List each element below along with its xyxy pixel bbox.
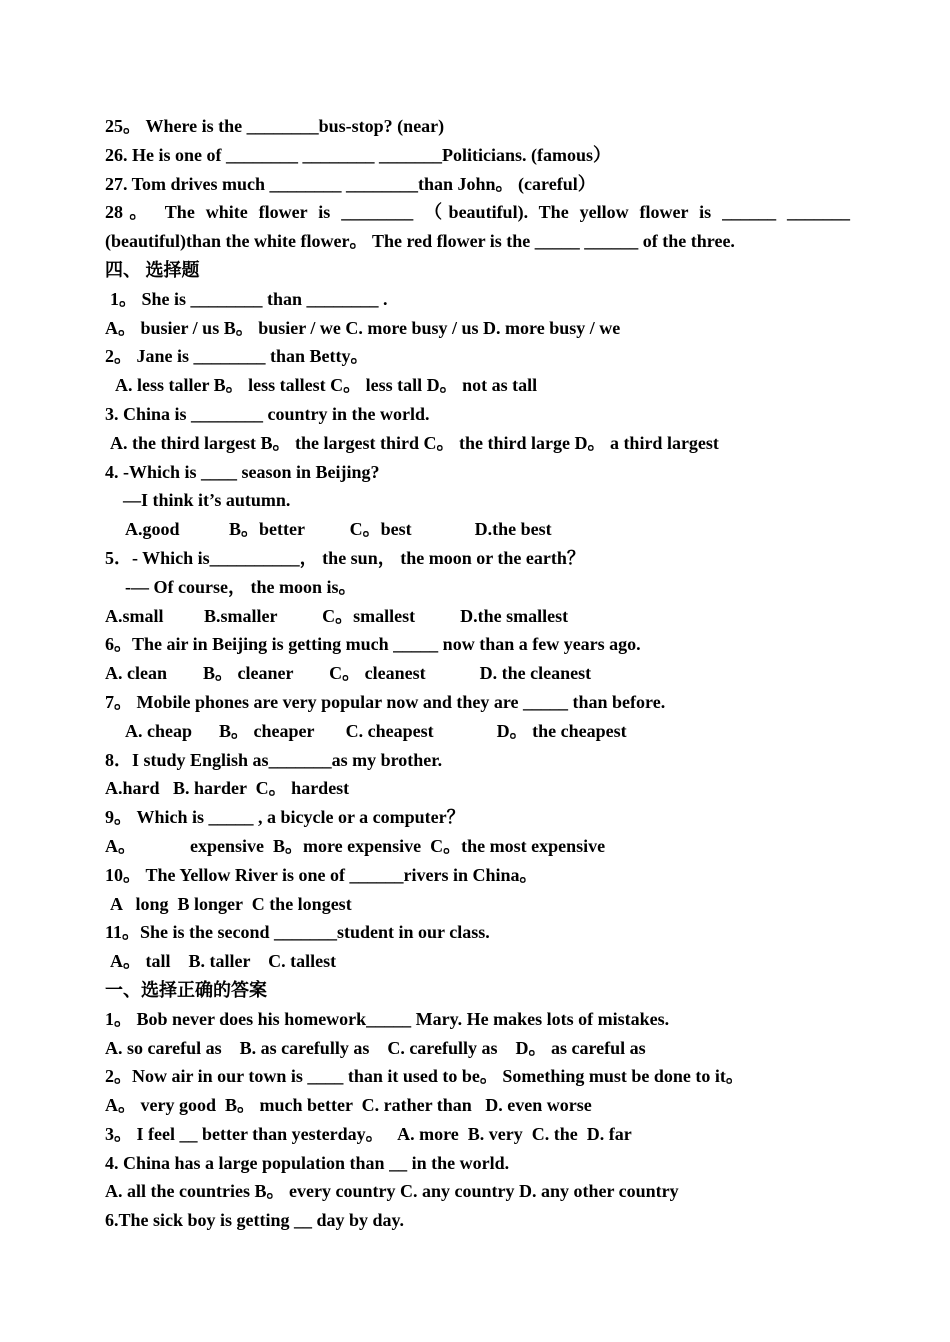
- s4-question-4-options: A.good B。better C。best D.the best: [125, 519, 552, 540]
- s1-question-2-options: A。 very good B。 much better C. rather than D. even worse: [105, 1095, 592, 1116]
- section-1-heading: 一、选择正确的答案: [105, 979, 267, 1000]
- s1-question-6: 6.The sick boy is getting __ day by day.: [105, 1210, 405, 1231]
- s4-question-7-options: A. cheap B。 cheaper C. cheapest D。 the cheapest: [125, 720, 627, 741]
- s1-question-1: 1。 Bob never does his homework_____ Mary. He makes lots of mistakes.: [105, 1008, 670, 1029]
- s4-question-9: 9。 Which is _____ , a bicycle or a computer？: [105, 807, 465, 828]
- s4-question-7: 7。 Mobile phones are very popular now and they are _____ than before.: [105, 691, 666, 712]
- s1-question-3: 3。 I feel __ better than yesterday。 A. more B. very C. the D. far: [105, 1123, 632, 1144]
- s4-question-2: 2。 Jane is ________ than Betty。: [105, 346, 369, 367]
- s4-question-9-options: A。 expensive B。more expensive C。the most expensive: [105, 835, 606, 856]
- s1-question-1-options: A. so careful as B. as carefully as C. carefully as D。 as careful as: [105, 1037, 646, 1058]
- s4-question-4-reply: —I think it’s autumn.: [123, 490, 291, 511]
- s4-question-6: 6。The air in Beijing is getting much _____ now than a few years ago.: [105, 634, 641, 655]
- question-26: 26. He is one of ________ ________ _______Politicians. (famous）: [105, 144, 611, 165]
- s4-question-2-options: A. less taller B。 less tallest C。 less tall D。 not as tall: [115, 375, 538, 396]
- s4-question-4: 4. -Which is ____ season in Beijing?: [105, 461, 380, 482]
- s4-question-8-options: A.hard B. harder C。 hardest: [105, 778, 350, 799]
- s4-question-5: 5．- Which is__________， the sun， the moon or the earth？: [105, 547, 585, 568]
- s4-question-1-options: A。 busier / us B。 busier / we C. more busy / us D. more busy / we: [105, 317, 621, 338]
- s4-question-3: 3. China is ________ country in the world.: [105, 403, 430, 424]
- s1-question-4-options: A. all the countries B。 every country C. any country D. any other country: [105, 1181, 679, 1202]
- s4-question-5-reply: -— Of course， the moon is。: [125, 576, 357, 597]
- question-27: 27. Tom drives much ________ ________than John。 (careful）: [105, 173, 596, 194]
- s4-question-3-options: A. the third largest B。 the largest third C。 the third large D。 a third largest: [110, 432, 719, 453]
- s4-question-8: 8．I study English as_______as my brother.: [105, 749, 443, 770]
- document-page: [105, 112, 850, 1235]
- s4-question-11: 11。She is the second _______student in our class.: [105, 922, 490, 943]
- section-4-heading: 四、 选择题: [105, 259, 200, 280]
- question-28-line-1: 28。 The white flower is ________ （beautiful). The yellow flower is ______ _______: [105, 202, 850, 223]
- s4-question-11-options: A。 tall B. taller C. tallest: [110, 951, 337, 972]
- s4-question-10-options: A long B longer C the longest: [110, 893, 352, 914]
- s4-question-1: 1。 She is ________ than ________ .: [110, 288, 388, 309]
- s4-question-6-options: A. clean B。 cleaner C。 cleanest D. the cleanest: [105, 663, 592, 684]
- s1-question-4: 4. China has a large population than __ in the world.: [105, 1152, 510, 1173]
- s4-question-10: 10。 The Yellow River is one of ______rivers in China。: [105, 864, 538, 885]
- question-25: 25。 Where is the ________bus-stop? (near): [105, 116, 445, 136]
- s1-question-2: 2。Now air in our town is ____ than it used to be。 Something must be done to it。: [105, 1066, 744, 1087]
- question-28-line-2: (beautiful)than the white flower。 The red flower is the _____ ______ of the three.: [105, 231, 735, 252]
- s4-question-5-options: A.small B.smaller C。smallest D.the smallest: [105, 605, 569, 626]
